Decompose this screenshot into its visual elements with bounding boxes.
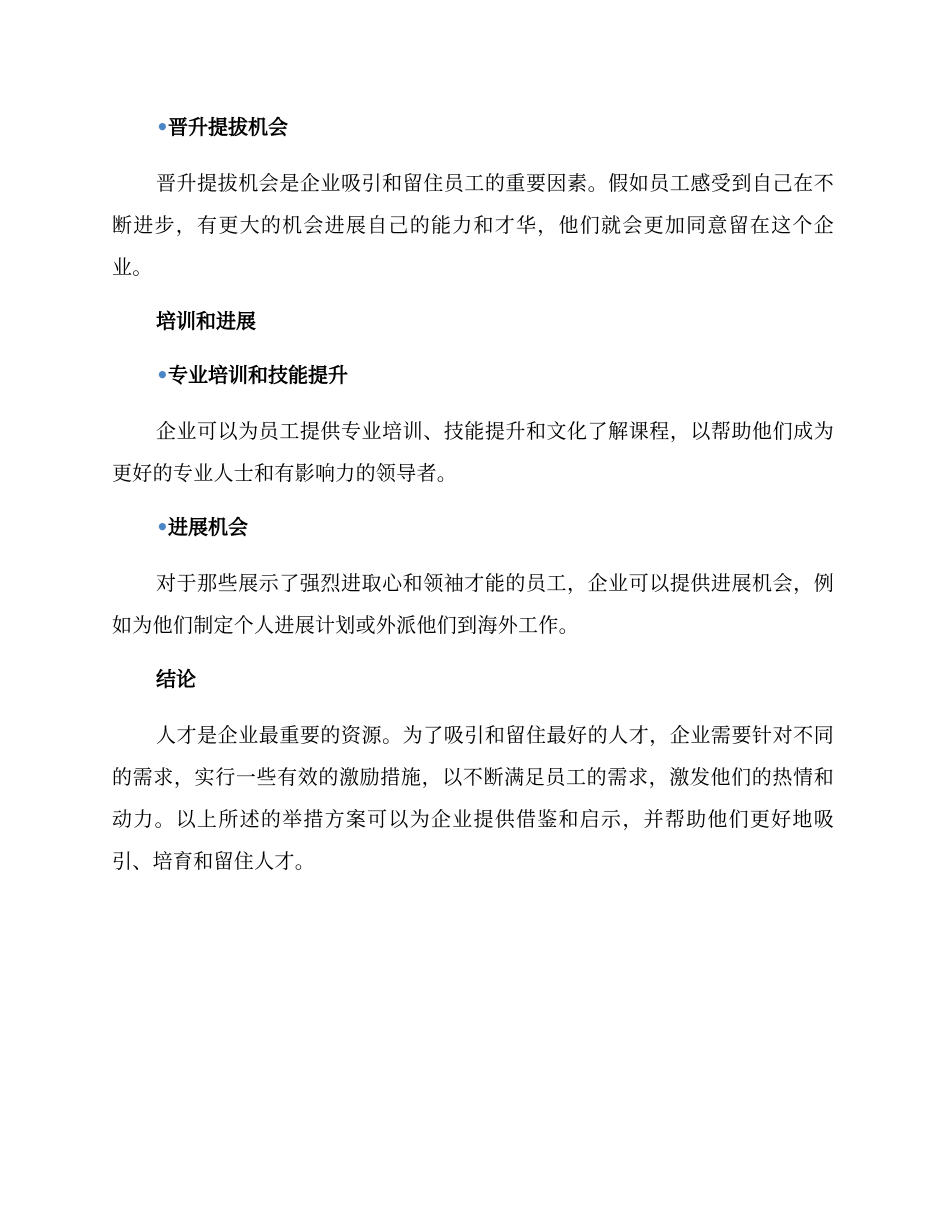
- heading-text: 专业培训和技能提升: [168, 363, 348, 387]
- paragraph-professional-training: 企业可以为员工提供专业培训、技能提升和文化了解课程，以帮助他们成为更好的专业人士和有影响力的领导者。: [112, 419, 834, 485]
- bullet-heading-professional-training: [112, 356, 834, 394]
- bullet-icon: •: [156, 115, 169, 139]
- heading-text: 进展机会: [168, 515, 248, 539]
- section-heading-conclusion: 结论: [156, 667, 196, 691]
- document-page: [112, 108, 834, 896]
- bullet-heading-promotion: [112, 108, 834, 146]
- bullet-icon: •: [156, 363, 169, 387]
- paragraph-conclusion: 人才是企业最重要的资源。为了吸引和留住最好的人才，企业需要针对不同的需求，实行一些有效的激励措施，以不断满足员工的需求，激发他们的热情和动力。以上所述的举措方案可以为企业提供借鉴和启示，并帮助他们更好地吸引、培育和留住人才。: [112, 723, 834, 873]
- paragraph-development: 对于那些展示了强烈进取心和领袖才能的员工，企业可以提供进展机会，例如为他们制定个人进展计划或外派他们到海外工作。: [112, 571, 834, 637]
- bullet-icon: •: [156, 515, 169, 539]
- bullet-heading-development: [112, 508, 834, 546]
- section-heading-training: 培训和进展: [156, 309, 256, 333]
- paragraph-promotion: 晋升提拔机会是企业吸引和留住员工的重要因素。假如员工感受到自己在不断进步，有更大的机会进展自己的能力和才华，他们就会更加同意留在这个企业。: [112, 171, 834, 279]
- heading-text: 晋升提拔机会: [168, 115, 288, 139]
